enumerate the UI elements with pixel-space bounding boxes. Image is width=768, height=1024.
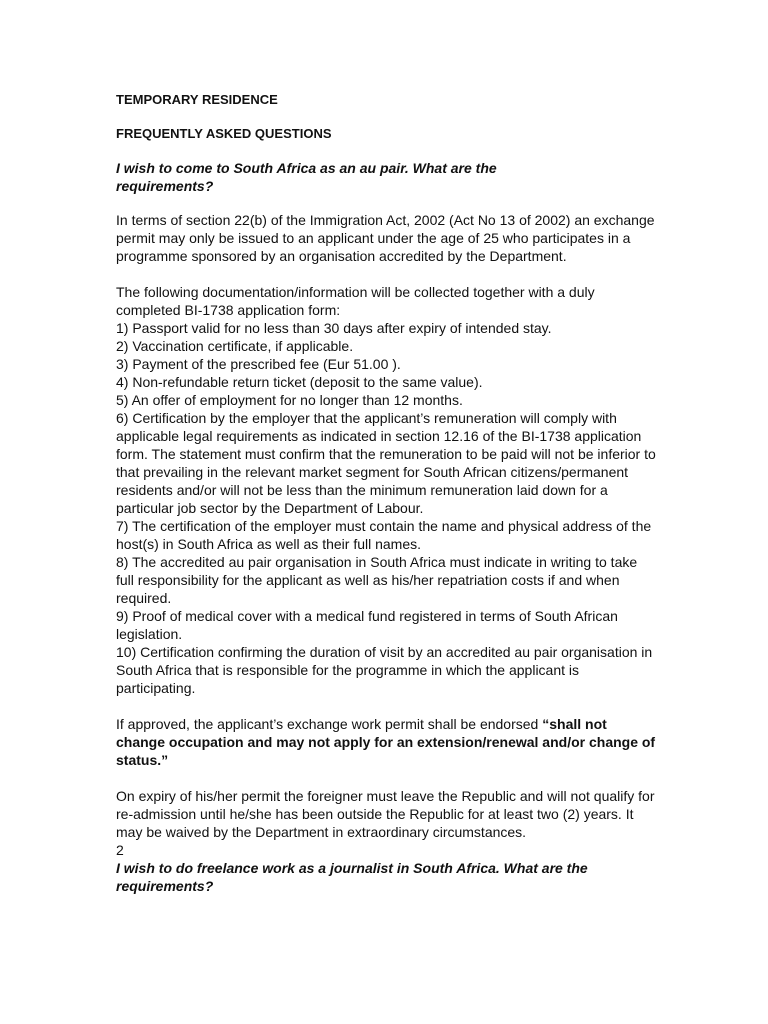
approval-paragraph xyxy=(116,715,656,769)
list-item: participating. xyxy=(116,680,196,696)
list-item: 9) Proof of medical cover with a medical fund registered in terms of South African legislation. xyxy=(116,608,618,642)
intro-paragraph: In terms of section 22(b) of the Immigration Act, 2002 (Act No 13 of 2002) an exchange permit may only be issued to an applicant under the age of 25 who participates in a programme sponsored by an organisation accredited by the Department. xyxy=(116,212,655,264)
list-item: applicable legal requirements as indicated in section 12.16 of the BI-1738 application form. The statement must confirm that the remuneration to be paid will not be inferior to that prevailing in the relevant market segment for South African citizens/permanent residents and/or will not be less than the minimum remuneration laid down for a particular job sector by the Department of Labour. xyxy=(116,428,656,516)
approval-text: If approved, the applicant’s exchange work permit shall be endorsed xyxy=(116,716,543,732)
page-number: 2 xyxy=(116,842,124,858)
question-journalist: I wish to do freelance work as a journalist in South Africa. What are the requirements? xyxy=(116,860,588,894)
list-item: 8) The accredited au pair organisation in South Africa must indicate in writing to take full responsibility for the applicant as well as his/her repatriation costs if and when required. xyxy=(116,554,638,606)
document-subtitle: FREQUENTLY ASKED QUESTIONS xyxy=(116,126,332,141)
list-item: 10) Certification confirming the duration of visit by an accredited au pair organisation in South Africa that is responsible for the programme in which the applicant is xyxy=(116,644,653,678)
expiry-paragraph: On expiry of his/her permit the foreigner must leave the Republic and will not qualify for re-admission until he/she has been outside the Republic for at least two (2) years. It may be waived by the Department in extraordinary circumstances. xyxy=(116,788,655,840)
list-item: 3) Payment of the prescribed fee (Eur 51.00 ). xyxy=(116,356,401,372)
requirements-list xyxy=(116,319,656,697)
document-title: TEMPORARY RESIDENCE xyxy=(116,92,278,107)
list-item: 6) Certification by the employer that the applicant’s remuneration will comply with xyxy=(116,410,617,426)
documentation-intro: The following documentation/information will be collected together with a duly completed BI-1738 application form: xyxy=(116,284,595,318)
list-item: 1) Passport valid for no less than 30 days after expiry of intended stay. xyxy=(116,320,552,336)
question-au-pair: I wish to come to South Africa as an au pair. What are the requirements? xyxy=(116,160,497,194)
list-item: 7) The certification of the employer must contain the name and physical address of the host(s) in South Africa as well as their full names. xyxy=(116,518,652,552)
approval-endorsement: “shall not change occupation and may not apply for an extension/renewal and/or change of status.” xyxy=(116,716,656,768)
spacer xyxy=(116,697,656,715)
list-item: 5) An offer of employment for no longer than 12 months. xyxy=(116,392,463,408)
document-page xyxy=(116,91,656,895)
list-item: 4) Non-refundable return ticket (deposit to the same value). xyxy=(116,374,483,390)
list-item: 2) Vaccination certificate, if applicable. xyxy=(116,338,354,354)
